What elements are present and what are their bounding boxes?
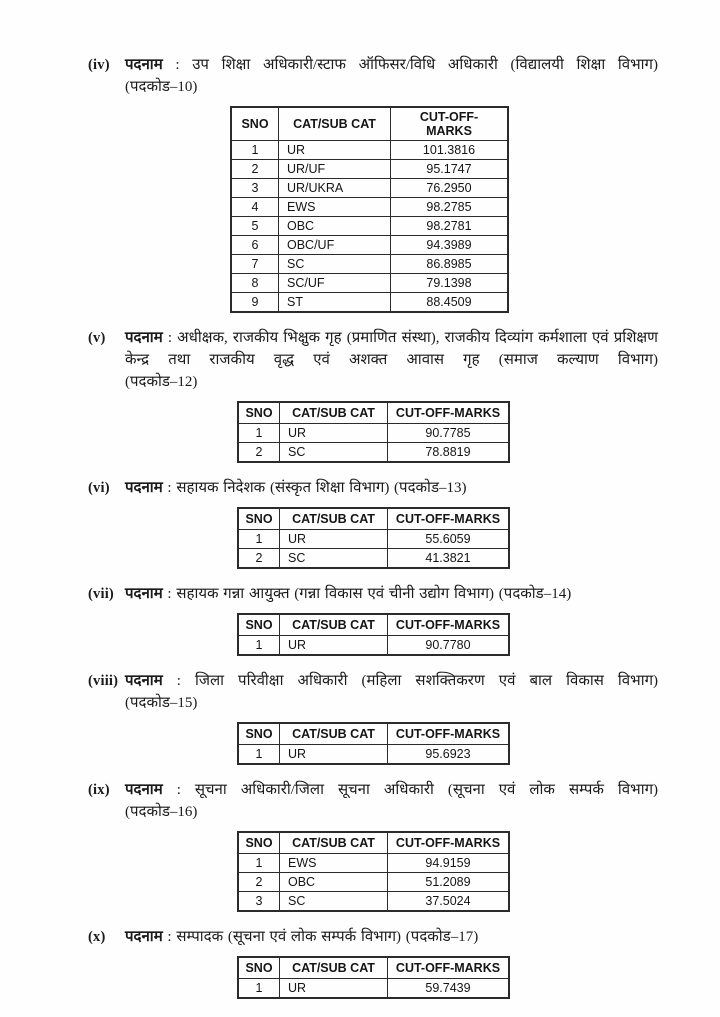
table-header-cell: CAT/SUB CAT: [280, 832, 388, 854]
section-label: (vi): [88, 480, 110, 496]
table-cell: 95.1747: [391, 160, 509, 179]
heading-title: जिला परिवीक्षा अधिकारी (महिला सशक्तिकरण एवं बाल विकास विभाग): [194, 673, 659, 689]
section-viii: [88, 670, 658, 765]
table-cell: SC: [279, 255, 391, 274]
section-body: [125, 327, 658, 463]
cutoff-table: [237, 722, 510, 765]
heading-title: सहायक निदेशक (संस्कृत शिक्षा विभाग) (पदकोड–13): [176, 480, 467, 496]
table-row: [238, 979, 509, 999]
cutoff-table: [237, 831, 510, 912]
table-cell: SC/UF: [279, 274, 391, 293]
table-cell: ST: [279, 293, 391, 313]
table-header-cell: CAT/SUB CAT: [280, 508, 388, 530]
table-row: [238, 530, 509, 549]
table-header-row: [238, 723, 509, 745]
table-row: [238, 636, 509, 656]
padcode-line: (पदकोड–15): [125, 695, 198, 711]
table-row: [231, 274, 508, 293]
section-heading: [125, 670, 658, 692]
table-header-cell: SNO: [238, 402, 280, 424]
table-cell: UR: [280, 424, 388, 443]
table-cell: 1: [238, 745, 280, 765]
table-cell: 37.5024: [388, 892, 510, 912]
table-cell: 3: [231, 179, 279, 198]
table-row: [238, 854, 509, 873]
cutoff-table: [230, 106, 509, 313]
table-header-cell: SNO: [238, 508, 280, 530]
table-cell: 88.4509: [391, 293, 509, 313]
heading-separator: :: [175, 57, 180, 73]
table-cell: UR/UF: [279, 160, 391, 179]
table-row: [231, 160, 508, 179]
table-row: [231, 293, 508, 313]
table-cell: SC: [280, 549, 388, 569]
section-body: [125, 54, 658, 313]
heading-separator: :: [167, 929, 172, 945]
table-cell: UR: [280, 636, 388, 656]
padcode-line: (पदकोड–16): [125, 804, 198, 820]
table-header-cell: CUT-OFF-MARKS: [388, 957, 510, 979]
section-label: (x): [88, 929, 106, 945]
section-heading: [125, 477, 658, 499]
heading-separator: :: [176, 782, 181, 798]
table-cell: 8: [231, 274, 279, 293]
table-cell: 1: [238, 424, 280, 443]
cutoff-table: [237, 507, 510, 569]
heading-separator: :: [167, 480, 172, 496]
table-header-cell: SNO: [238, 957, 280, 979]
table-header-cell: CUT-OFF-MARKS: [388, 508, 510, 530]
heading-title: सहायक गन्ना आयुक्त (गन्ना विकास एवं चीनी उद्योग विभाग) (पदकोड–14): [176, 586, 572, 602]
table-header-cell: CAT/SUB CAT: [280, 957, 388, 979]
table-cell: 94.9159: [388, 854, 510, 873]
section-heading: [125, 926, 658, 948]
table-cell: 4: [231, 198, 279, 217]
section-label: (iv): [88, 57, 110, 73]
table-cell: 98.2781: [391, 217, 509, 236]
table-cell: 3: [238, 892, 280, 912]
table-header-cell: CAT/SUB CAT: [280, 723, 388, 745]
table-cell: OBC: [279, 217, 391, 236]
heading-term: पदनाम: [125, 586, 163, 602]
table-cell: UR: [279, 141, 391, 160]
section-x: [88, 926, 658, 999]
table-header-cell: SNO: [238, 614, 280, 636]
section-body: [125, 779, 658, 912]
cutoff-table: [237, 401, 510, 463]
section-label: (vii): [88, 586, 114, 602]
section-heading: [125, 779, 658, 801]
table-cell: SC: [280, 892, 388, 912]
table-header-row: [231, 107, 508, 141]
table-header-cell: CUT-OFF-MARKS: [391, 107, 509, 141]
table-cell: 6: [231, 236, 279, 255]
table-cell: 1: [238, 636, 280, 656]
table-cell: 78.8819: [388, 443, 510, 463]
padcode-line: (पदकोड–12): [125, 374, 198, 390]
table-cell: 2: [238, 549, 280, 569]
table-cell: 79.1398: [391, 274, 509, 293]
table-header-cell: SNO: [238, 832, 280, 854]
table-cell: 51.2089: [388, 873, 510, 892]
table-row: [238, 424, 509, 443]
section-heading: [125, 583, 658, 605]
section-label: (v): [88, 330, 106, 346]
table-row: [231, 198, 508, 217]
section-heading: [125, 327, 658, 371]
heading-term: पदनाम: [125, 330, 163, 346]
table-cell: 7: [231, 255, 279, 274]
table-cell: EWS: [280, 854, 388, 873]
heading-term: पदनाम: [125, 480, 163, 496]
table-cell: 1: [238, 854, 280, 873]
table-cell: 94.3989: [391, 236, 509, 255]
table-header-row: [238, 832, 509, 854]
heading-term: पदनाम: [125, 929, 163, 945]
table-row: [238, 549, 509, 569]
section-vi: [88, 477, 658, 569]
sections-container: [88, 54, 658, 999]
table-cell: 2: [238, 873, 280, 892]
table-header-cell: CAT/SUB CAT: [279, 107, 391, 141]
table-cell: 1: [238, 979, 280, 999]
section-label: (ix): [88, 782, 110, 798]
section-body: [125, 926, 658, 999]
table-header-cell: CUT-OFF-MARKS: [388, 402, 510, 424]
cutoff-table: [237, 613, 510, 656]
section-vii: [88, 583, 658, 656]
table-header-cell: SNO: [231, 107, 279, 141]
heading-title: उप शिक्षा अधिकारी/स्टाफ ऑफिसर/विधि अधिकारी (विद्यालयी शिक्षा विभाग): [192, 57, 659, 73]
table-header-row: [238, 508, 509, 530]
table-cell: EWS: [279, 198, 391, 217]
table-cell: 90.7780: [388, 636, 510, 656]
table-cell: 86.8985: [391, 255, 509, 274]
table-cell: 76.2950: [391, 179, 509, 198]
section-label: (viii): [88, 673, 119, 689]
heading-title: अधीक्षक, राजकीय भिक्षुक गृह (प्रमाणित संस्था), राजकीय दिव्यांग कर्मशाला एवं प्रशिक्षण केन्द्र तथा राजकीय वृद्ध एवं अशक्त आवास गृह (समाज कल्याण विभाग): [125, 330, 658, 368]
heading-separator: :: [176, 673, 181, 689]
heading-separator: :: [167, 586, 172, 602]
heading-title: सूचना अधिकारी/जिला सूचना अधिकारी (सूचना एवं लोक सम्पर्क विभाग): [194, 782, 659, 798]
table-row: [231, 255, 508, 274]
table-header-row: [238, 402, 509, 424]
table-cell: 5: [231, 217, 279, 236]
table-cell: 55.6059: [388, 530, 510, 549]
section-body: [125, 670, 658, 765]
table-cell: UR: [280, 745, 388, 765]
table-row: [231, 217, 508, 236]
table-cell: 59.7439: [388, 979, 510, 999]
table-cell: 101.3816: [391, 141, 509, 160]
table-header-cell: CAT/SUB CAT: [280, 402, 388, 424]
heading-separator: :: [167, 330, 172, 346]
table-cell: 41.3821: [388, 549, 510, 569]
table-cell: UR: [280, 530, 388, 549]
table-cell: 95.6923: [388, 745, 510, 765]
heading-title: सम्पादक (सूचना एवं लोक सम्पर्क विभाग) (पदकोड–17): [176, 929, 479, 945]
table-cell: 9: [231, 293, 279, 313]
table-header-cell: CAT/SUB CAT: [280, 614, 388, 636]
table-row: [238, 892, 509, 912]
table-header-row: [238, 614, 509, 636]
table-cell: OBC: [280, 873, 388, 892]
table-row: [238, 745, 509, 765]
heading-term: पदनाम: [125, 782, 163, 798]
table-cell: 98.2785: [391, 198, 509, 217]
table-cell: 2: [238, 443, 280, 463]
table-cell: 1: [238, 530, 280, 549]
table-cell: OBC/UF: [279, 236, 391, 255]
table-header-cell: CUT-OFF-MARKS: [388, 832, 510, 854]
table-row: [238, 873, 509, 892]
section-body: [125, 477, 658, 569]
table-cell: 2: [231, 160, 279, 179]
heading-term: पदनाम: [125, 57, 163, 73]
cutoff-table: [237, 956, 510, 999]
table-row: [231, 179, 508, 198]
table-cell: SC: [280, 443, 388, 463]
table-row: [238, 443, 509, 463]
table-cell: UR/UKRA: [279, 179, 391, 198]
section-body: [125, 583, 658, 656]
table-cell: 90.7785: [388, 424, 510, 443]
table-cell: UR: [280, 979, 388, 999]
table-cell: 1: [231, 141, 279, 160]
table-header-cell: CUT-OFF-MARKS: [388, 723, 510, 745]
section-ix: [88, 779, 658, 912]
table-row: [231, 236, 508, 255]
table-row: [231, 141, 508, 160]
table-header-cell: CUT-OFF-MARKS: [388, 614, 510, 636]
section-v: [88, 327, 658, 463]
table-header-cell: SNO: [238, 723, 280, 745]
heading-term: पदनाम: [125, 673, 163, 689]
section-heading: [125, 54, 658, 76]
table-header-row: [238, 957, 509, 979]
padcode-line: (पदकोड–10): [125, 79, 198, 95]
section-iv: [88, 54, 658, 313]
